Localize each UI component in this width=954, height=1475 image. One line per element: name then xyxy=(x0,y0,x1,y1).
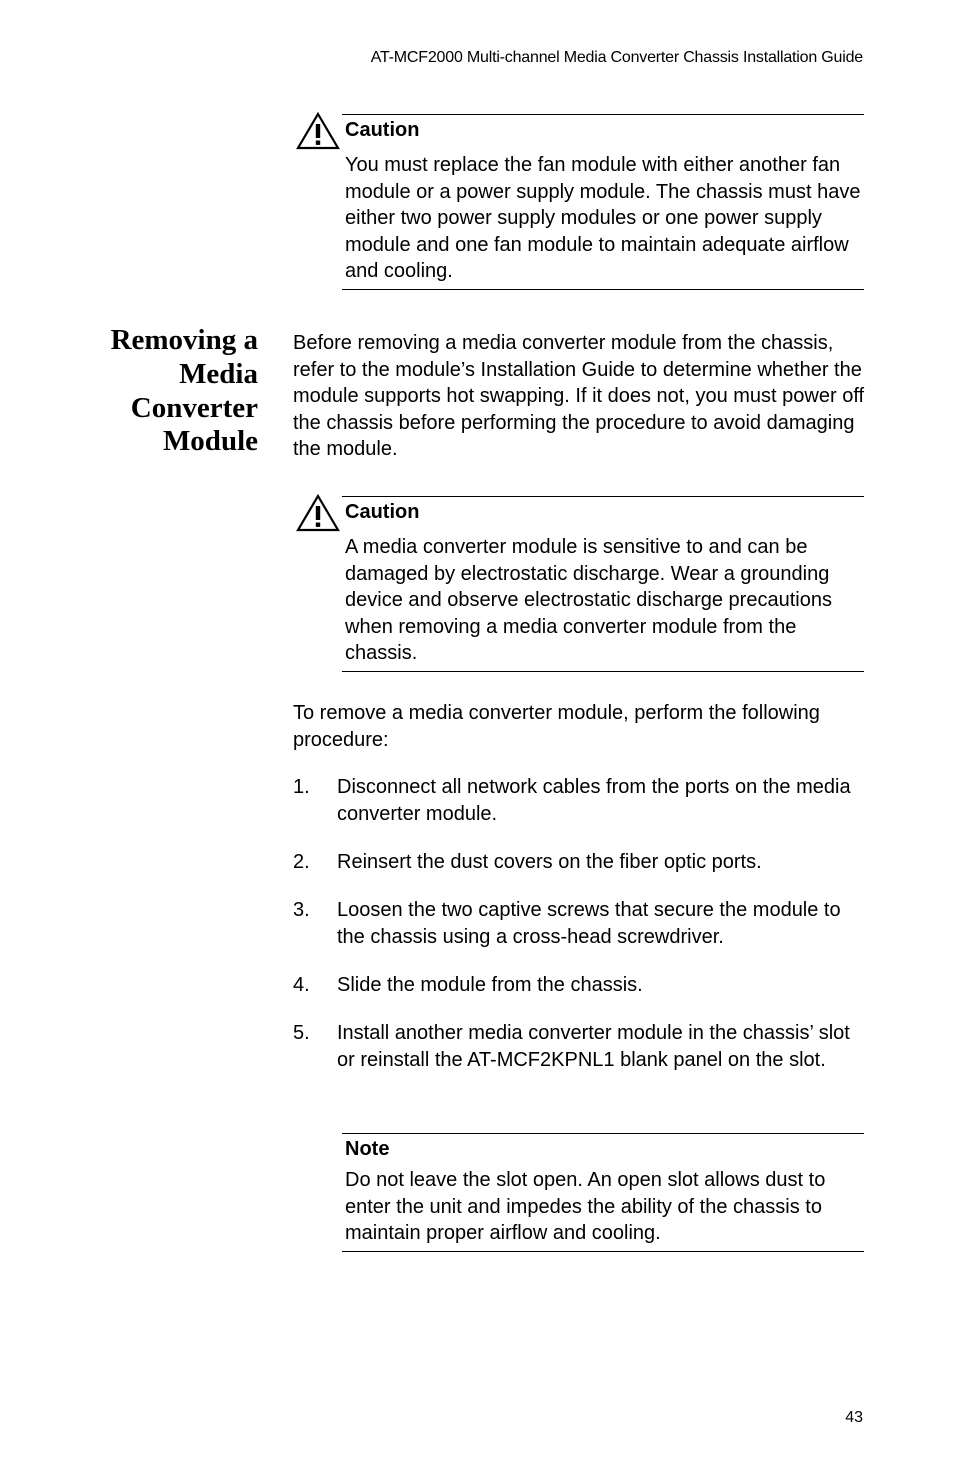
caution-body: You must replace the fan module with either another fan module or a power supply module. The chassis must have either two power supply modules or one power supply module and one fan module to maintain adequate airflow and cooling. xyxy=(345,154,861,282)
step-number: 5. xyxy=(293,1022,310,1044)
note-body: Do not leave the slot open. An open slot allows dust to enter the unit and impedes the ability of the chassis to maintain proper airflow and cooling. xyxy=(345,1169,826,1244)
step-text: Disconnect all network cables from the ports on the media converter module. xyxy=(337,776,851,825)
procedure-step xyxy=(293,972,865,999)
step-number: 2. xyxy=(293,851,310,873)
procedure-step xyxy=(293,1020,865,1073)
procedure-intro: To remove a media converter module, perform the following procedure: xyxy=(293,702,820,751)
step-number: 1. xyxy=(293,776,310,798)
step-text: Loosen the two captive screws that secure the module to the chassis using a cross-head screwdriver. xyxy=(337,899,841,948)
procedure-step xyxy=(293,774,865,827)
caution-title: Caution xyxy=(345,119,420,141)
step-text: Install another media converter module in the chassis’ slot or reinstall the AT-MCF2KPNL1 blank panel on the slot. xyxy=(337,1022,850,1071)
caution-title: Caution xyxy=(345,501,420,523)
procedure-step xyxy=(293,897,865,950)
running-header: AT-MCF2000 Multi-channel Media Converter Chassis Installation Guide xyxy=(370,49,863,66)
step-text: Slide the module from the chassis. xyxy=(337,974,643,996)
note-box xyxy=(342,1133,864,1252)
step-number: 4. xyxy=(293,974,310,996)
caution-box-fan xyxy=(342,114,864,290)
procedure-step xyxy=(293,849,865,876)
section-intro: Before removing a media converter module from the chassis, refer to the module’s Installation Guide to determine whether the module supports hot swapping. If it does not, you must power off the chassis before performing the procedure to avoid damaging the module. xyxy=(293,332,865,460)
section-title: Removing a Media Converter Module xyxy=(110,324,258,458)
warning-triangle-icon xyxy=(296,494,340,532)
step-text: Reinsert the dust covers on the fiber optic ports. xyxy=(337,851,762,873)
page-number: 43 xyxy=(845,1409,863,1426)
warning-triangle-icon xyxy=(296,112,340,150)
caution-body: A media converter module is sensitive to and can be damaged by electrostatic discharge. Wear a grounding device and observe electrostatic discharge precautions when removing a media converter module from the chassis. xyxy=(345,536,832,664)
caution-box-esd xyxy=(342,496,864,672)
note-title: Note xyxy=(345,1138,390,1160)
step-number: 3. xyxy=(293,899,310,921)
